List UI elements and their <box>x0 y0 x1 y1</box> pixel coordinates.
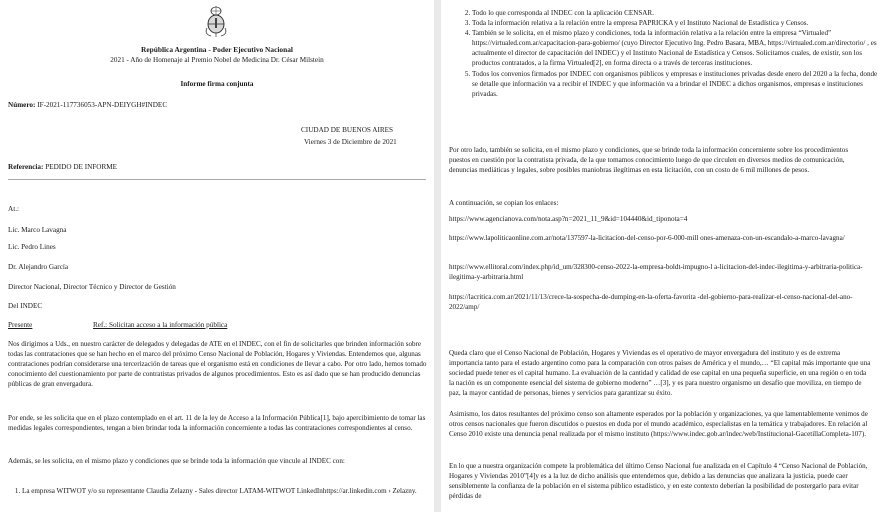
document-reference <box>8 162 117 172</box>
recipient-line: Director Nacional, Director Técnico y Director de Gestión <box>8 283 176 291</box>
paragraph-census-importance: Queda claro que el Censo Nacional de Población, Hogares y Viviendas es el operativo de mayor envergadura del instituto y es de extrema importancia tanto para el estado argentino como para la comparación con otros países de América y el mundo,… “El capital más importante que una sociedad puede tener es el capital humano. La evaluación de la cantidad y calidad de ese capital en una pequeña superficie, en una región o en toda la nación es un componente esencial del sistema de gobierno moderno” …[3], y es para nuestro organismo un desafío que moviliza, en tiempo de paz, la mayor cantidad de personas, bienes y servicios para garantizar su éxito. <box>449 349 871 398</box>
subject-reference-line: Ref.: Solicitan acceso a la información pública <box>93 321 228 329</box>
request-list-continued <box>458 8 880 99</box>
list-item: 2. Todo lo que corresponda al INDEC con la aplicación CENSAR. <box>472 8 880 18</box>
recipient-line: Del INDEC <box>8 302 43 310</box>
document-number <box>8 100 167 110</box>
recipient-line: Lic. Marco Lavagna <box>8 226 67 234</box>
header-government: República Argentina - Poder Ejecutivo Nacional <box>141 45 293 54</box>
presente-label: Presente <box>8 321 33 329</box>
news-link[interactable]: https://www.lapoliticaonline.com.ar/nota/137597-la-licitacion-del-censo-por-6-000-mill ones-amenaza-con-un-escandalo-a-marco-lavagna/ <box>449 234 845 242</box>
request-list <box>8 486 434 496</box>
news-link[interactable]: https://www.ellitoral.com/index.php/id_um/328300-censo-2022-la-empresa-boldt-impugno-l a-licitacion-del-indec-ilegitima-y-arbitraria-politica-ilegitima-y-arbitraria.html <box>449 263 863 282</box>
list-item: 3. Toda la información relativa a la relación entre la empresa PAPRICKA y el Instituto Nacional de Estadística y Censos. <box>472 18 880 28</box>
document-city: CIUDAD DE BUENOS AIRES <box>301 126 394 134</box>
news-link[interactable]: https://lacritica.com.ar/2021/11/13/crece-la-sospecha-de-dumping-en-la-oferta-favorita -del-gobierno-para-realizar-el-censo-nacional-del-ano-2022/amp/ <box>449 293 853 312</box>
header-year-motto: 2021 - Año de Homenaje al Premio Nobel de Medicina Dr. César Milstein <box>110 56 324 64</box>
document-date: Viernes 3 de Diciembre de 2021 <box>304 138 397 146</box>
at-label: At.: <box>8 205 19 213</box>
recipient-line: Lic. Pedro Lines <box>8 243 56 251</box>
left-document-page <box>0 0 434 512</box>
national-seal-icon <box>203 6 229 38</box>
news-link[interactable]: https://www.agencianova.com/nota.asp?n=2021_11_9&id=104440&id_tiponota=4 <box>449 215 688 223</box>
paragraph-legal-basis: Por ende, se les solicita que en el plazo contemplado en el art. 11 de la ley de Acceso a la Información Pública[1], bajo apercibimiento de tomar las medidas legales correspondientes, tengan a bien brindar toda la información concerniente a todas las contrataciones correspondientes al censo. <box>8 414 426 433</box>
reference-divider <box>8 179 426 180</box>
list-item: 4. También se le solicita, en el mismo plazo y condiciones, toda la información relativa a la relación entre la empresa “Virtualed” https://virtualed.com.ar/capacitacion-para-gobierno/ (cuyo Director Ejecutivo Ing. Pedro Basara, MBA, https://virtualed.com.ar/directorio/ , es actualmente el director de capacitación del INDEC) y el Instituto Nacional de Estadística y Censos. Solicitamos cuales, de existir, son los productos contratados, a la firma Virtualed[2], en forma directa o a través de terceras instituciones. <box>472 28 880 68</box>
recipient-line: Dr. Alejandro García <box>8 263 69 271</box>
referencia-label: Referencia: <box>8 163 44 171</box>
list-item: 5. Todos los convenios firmados por INDEC con organismos públicos y empresas e instituciones privadas desde enero del 2020 a la fecha, donde se detalle que información va a recibir el INDEC y que información va a brindar el INDEC a dichos organismos, empresas e instituciones privadas. <box>472 69 880 99</box>
paragraph-request-intro: Nos dirigimos a Uds., en nuestro carácter de delegados y delegadas de ATE en el INDEC, con el fin de solicitarles que brinden información sobre todas las contrataciones que se han hecho en el marco del próximo Censo Nacional de Población, Hogares y Viviendas. Entendemos que, algunas contrataciones podrían considerarse una tercerización de tareas que el organismo está en condiciones de llevar a cabo. Por otro lado, hemos tomado conocimiento del cuestionamiento por parte de contratistas privados de algunos procedimientos. Esto es así dado que se han producido denuncias públicas de gran envergadura. <box>8 340 427 389</box>
right-document-page <box>441 0 880 512</box>
document-type-title: Informe firma conjunta <box>180 80 254 88</box>
links-intro: A continuación, se copian los enlaces: <box>449 199 559 207</box>
numero-label: Número: <box>8 101 36 109</box>
paragraph-additional-request: Además, se les solicita, en el mismo plazo y condiciones que se brinde toda la información que vincule al INDEC con: <box>8 457 345 465</box>
list-item: 1. La empresa WITWOT y/o su representante Claudia Zelazny - Sales director LATAM-WITWOT LinkedInhttps://ar.linkedin.com › Zelazny. <box>22 486 434 496</box>
paragraph-procedures: Por otro lado, también se solicita, en el mismo plazo y condiciones, que se brinde toda la información concerniente sobre los procedimientos puestos en cuestión por la contratista privada, de la que tomamos conocimiento luego de que circulen en diversos medios de comunicación, denuncias mediáticas y legales, sobre posibles maniobras ilegítimas en esta licitación, con un costo de 6 mil millones de pesos. <box>449 146 849 175</box>
paragraph-organization-analysis: En lo que a nuestra organización compete la problemática del último Censo Nacional fue analizada en el Capítulo 4 “Censo Nacional de Población, Hogares y Viviendas 2010”[4]y es a la luz de dicho análisis que entendemos que, debido a las denuncias que analizara la justicia, puede caer sensiblemente la confianza de la población en el sistema público estadístico, y en este contexto deberían la posibilidad de postergarlo para evitar pérdidas de <box>449 462 868 501</box>
referencia-value: PEDIDO DE INFORME <box>45 163 118 171</box>
numero-value: IF-2021-117736053-APN-DEIYGH#INDEC <box>37 101 168 109</box>
paragraph-expected-data: Asimismo, los datos resultantes del próximo censo son altamente esperados por la población y organizaciones, ya que lamentablemente venimos de otros censos nacionales que fueron discutidos o puestos en duda por el mundo académico, especialistas en la temática y trabajadores. En relación al Censo 2010 existe una denuncia penal realizada por el mismo instituto (https://www.indec.gob.ar/indec/web/Institucional-GacetillaCompleta-107). <box>449 410 868 439</box>
